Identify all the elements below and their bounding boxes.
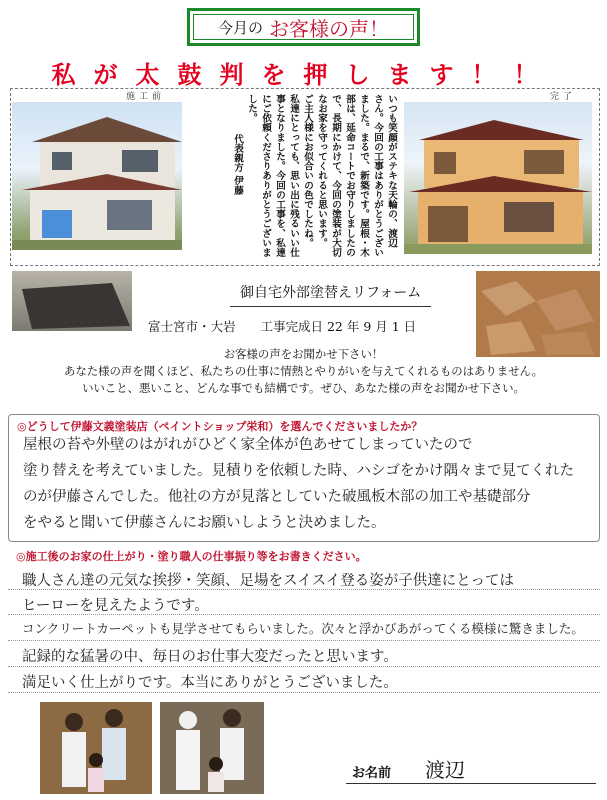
ruled-line [8, 692, 600, 693]
answer-1-line: 塗り替えを考えていました。見積りを依頼した時、ハシゴをかけ隅々まで見てくれた [23, 463, 574, 479]
owner-signature: 代表親方 伊藤 [232, 134, 243, 195]
name-underline [346, 783, 596, 784]
answer-1-line: 屋根の苔や外壁のはがれがひどく家全体が色あせてしまっていたので [23, 437, 473, 453]
owner-message-line: ご主人様にお似合いの色でしたね。 [302, 94, 313, 248]
owner-message [222, 94, 398, 260]
page-title-box [187, 8, 420, 46]
ruled-line [8, 614, 600, 615]
owner-message-line: 事となりました。今回の工事を、私達 [274, 94, 285, 258]
owner-message-line: にご依頼くださりありがとうございま [260, 94, 271, 258]
answer-1-line: をやると聞いて伊藤さんにお願いしようと決めました。 [23, 515, 386, 531]
location-date: 富士宮市・大岩 工事完成日 22 年 9 月 1 日 [148, 319, 417, 334]
name-label: お名前 [352, 766, 392, 781]
owner-message-line: 私達にとっても、思い出に残るいい仕 [288, 94, 299, 258]
owner-message-line: さん。今回の工事はありがとうござい [372, 94, 383, 258]
answer-2-line: 満足いく仕上がりです。本当にありがとうございました。 [22, 675, 398, 691]
reform-title: 御自宅外部塗替えリフォーム [230, 282, 431, 307]
ruled-line [8, 640, 600, 641]
answer-2-line: ヒーローを見えたようです。 [22, 598, 209, 614]
intro-line: あなた様の声を聞くほど、私たちの仕事に情熱とやりがいを与えてくれるものはありません。 [63, 364, 544, 378]
answer-2-line: 記録的な猛暑の中、毎日のお仕事大変だったと思います。 [22, 649, 398, 665]
title-big: お客様の声！ [269, 16, 389, 41]
intro-line: いいこと、悪いこと、どんな事でも結構です。ぜひ、あなた様の声をお聞かせ下さい。 [82, 381, 525, 395]
owner-message-line: ました。まるで、新築です。屋根・木 [358, 94, 369, 258]
intro-text [0, 346, 607, 397]
owner-message-line: で、長期にかけて、今回の塗装が大切 [330, 94, 341, 258]
customer-photo-left [40, 702, 152, 794]
question-2-title: ◎施工後のお家の仕上がり・塗り職人の仕事振り等をお書きください。 [16, 550, 367, 563]
ruled-line [8, 589, 600, 590]
customer-name: 渡辺 [425, 758, 465, 782]
question-1-box [8, 414, 600, 542]
owner-message-line: なお家を守ってくれると思います。 [316, 94, 327, 248]
house-before-photo [12, 102, 182, 250]
answer-2-line: 職人さん達の元気な挨拶・笑顔、足場をスイスイ登る姿が子供達にとっては [22, 573, 514, 589]
before-caption: 施工前 [126, 92, 166, 102]
after-caption: 完了 [550, 92, 577, 102]
house-after-photo [404, 102, 592, 254]
intro-line: お客様の声をお聞かせ下さい！ [223, 347, 384, 361]
answer-2-line: コンクリートカーペットも見学させてもらいました。次々と浮かびあがってくる模様に驚きました。 [22, 621, 584, 636]
answer-1-line: のが伊藤さんでした。他社の方が見落としていた破風板木部の加工や基礎部分 [23, 489, 531, 505]
title-small: 今月の [217, 18, 263, 37]
owner-message-line: 部は、延命コートでお守りしましたの [344, 94, 355, 258]
owner-message-line: いつも笑顔がステキな天輪の、渡辺 [386, 94, 397, 248]
question-1-title: ◎どうして伊藤文義塗装店（ペイントショップ栄和）を選んでくださいましたか？ [17, 420, 423, 433]
headline: 私が太鼓判を押します！！ [51, 60, 556, 89]
concrete-photo-right [476, 271, 600, 357]
concrete-photo-left [12, 271, 132, 331]
owner-message-line: した。 [246, 94, 257, 123]
ruled-line [8, 666, 600, 667]
customer-photo-right [160, 702, 264, 794]
